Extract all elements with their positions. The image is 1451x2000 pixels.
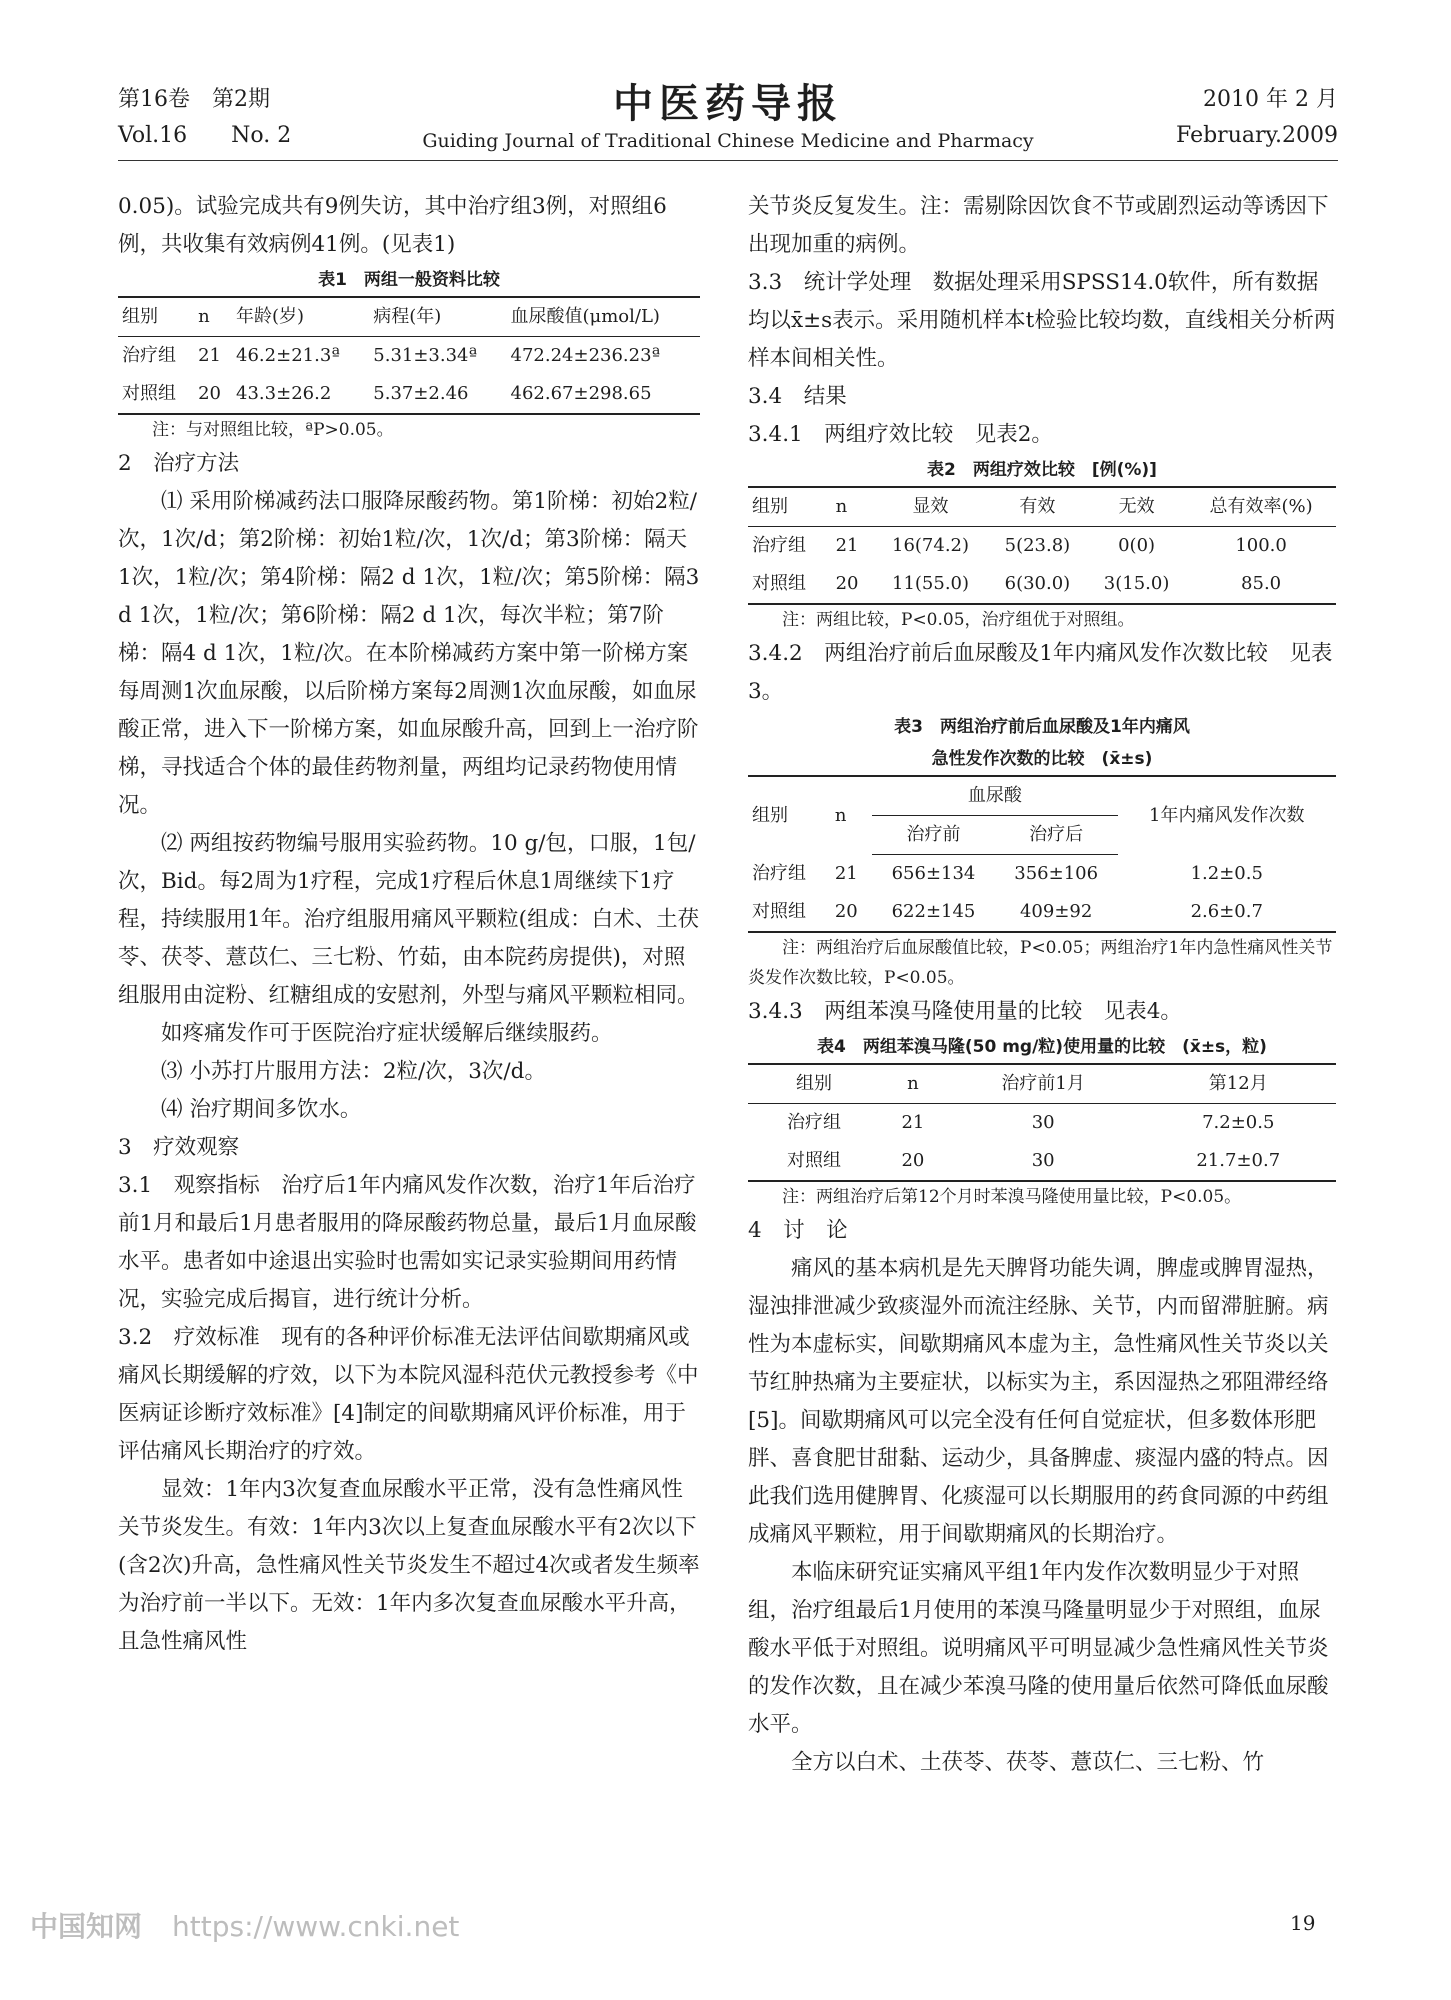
table-row [748, 527, 1336, 566]
page-number: 19 [1290, 1911, 1316, 1935]
right-column [748, 188, 1336, 1782]
table-cell: 43.3±26.2 [232, 375, 369, 414]
date-cn: 2010 年 2 月 [1203, 87, 1338, 112]
table-cell: 1.2±0.5 [1190, 862, 1263, 884]
table-cell: 5.37±2.46 [369, 375, 506, 414]
paragraph: 0.05)。试验完成共有9例失访，其中治疗组3例，对照组6例，共收集有效病例41例。(见表1) [118, 194, 667, 257]
table-cell: 20 [194, 375, 232, 414]
table2-header: 组别 [748, 487, 832, 527]
table-cell: 7.2±0.5 [1202, 1112, 1275, 1133]
table-cell: 356±106 [1014, 863, 1099, 884]
table-row [748, 893, 1336, 932]
section-heading: 3.4 结果 [748, 384, 847, 409]
table4-header: 治疗前1月 [946, 1064, 1141, 1104]
table-cell: 21.7±0.7 [1141, 1142, 1336, 1181]
page-footer [0, 1905, 1451, 1965]
table-cell: 0(0) [1118, 535, 1156, 556]
table-cell: 2.6±0.7 [1118, 893, 1337, 932]
table-cell: 21 [198, 345, 221, 366]
date-en: February.2009 [1176, 123, 1338, 148]
table-cell: 21 [835, 535, 859, 556]
table3-header: 血尿酸 [872, 776, 1117, 816]
table-cell: 5(23.8) [1004, 535, 1071, 556]
table-cell: 6(30.0) [988, 565, 1087, 604]
watermark [30, 1905, 459, 1945]
paragraph: ⑶ 小苏打片服用方法：2粒/次，3次/d。 [161, 1059, 546, 1084]
left-column [118, 188, 700, 1661]
volume-cn: 第16卷 第2期 [118, 87, 270, 112]
paragraph: 本临床研究证实痛风平组1年内发作次数明显少于对照组，治疗组最后1月使用的苯溴马隆量明显少于对照组，血尿酸水平低于对照组。说明痛风平可明显减少急性痛风性关节炎的发作次数，且在减少苯溴马隆的使用量后依然可降低血尿酸水平。 [748, 1560, 1329, 1737]
table4-header: 组别 [748, 1064, 880, 1104]
table-row [748, 565, 1336, 604]
paragraph: 关节炎反复发生。注：需剔除因饮食不节或剧烈运动等诱因下出现加重的病例。 [748, 194, 1329, 257]
paragraph: ⑴ 采用阶梯减药法口服降尿酸药物。第1阶梯：初始2粒/次，1次/d；第2阶梯：初始1粒/次，1次/d；第3阶梯：隔天1次，1粒/次；第4阶梯：隔2 d 1次，1粒/次；第5阶梯：隔3 d 1次，1粒/次；第6阶梯：隔2 d 1次，每次半粒；第7阶梯：隔4 d 1次，1粒/次。在本阶梯减药方案中第一阶梯方案每周测1次血尿酸，以后阶梯方案每2周测1次血尿酸，如血尿酸正常，进入下一阶梯方案，如血尿酸升高，回到上一治疗阶梯，寻找适合个体的最佳药物剂量，两组均记录药物使用情况。 [118, 489, 700, 818]
paragraph: 显效：1年内3次复查血尿酸水平正常，没有急性痛风性关节炎发生。有效：1年内3次以上复查血尿酸水平有2次以下(含2次)升高，急性痛风性关节炎发生不超过4次或者发生频率为治疗前一半以下。无效：1年内多次复查血尿酸水平升高，且急性痛风性 [118, 1477, 700, 1654]
volume-en: Vol.16 No. 2 [118, 123, 292, 148]
paragraph: ⑵ 两组按药物编号服用实验药物。10 g/包，口服，1包/次，Bid。每2周为1疗程，完成1疗程后休息1周继续下1疗程，持续服用1年。治疗组服用痛风平颗粒(组成：白术、土茯苓、茯苓、薏苡仁、三七粉、竹茹，由本院药房提供)，对照组服用由淀粉、红糖组成的安慰剂，外型与痛风平颗粒相同。 [118, 831, 700, 1008]
subsection-heading: 3.4.2 两组治疗前后血尿酸及1年内痛风发作次数比较 见表3。 [748, 641, 1333, 704]
section-heading: 3 疗效观察 [118, 1135, 240, 1160]
header-rule [118, 160, 1338, 161]
journal-title-cn: 中医药导报 [613, 80, 843, 127]
paragraph: 全方以白术、土茯苓、茯苓、薏苡仁、三七粉、竹 [791, 1750, 1265, 1775]
table3-note: 注：两组治疗后血尿酸值比较，P<0.05；两组治疗1年内急性痛风性关节炎发作次数比较，P<0.05。 [748, 938, 1333, 988]
paragraph: 如疼痛发作可于医院治疗症状缓解后继续服药。 [161, 1021, 613, 1046]
table-row [118, 337, 700, 376]
table-cell: 21 [901, 1112, 925, 1133]
section-heading: 4 讨 论 [748, 1218, 848, 1243]
table-cell: 3(15.0) [1087, 565, 1186, 604]
table-cell: 46.2±21.3ª [236, 345, 340, 366]
journal-title-en: Guiding Journal of Traditional Chinese Medicine and Pharmacy [422, 130, 1034, 152]
table-cell: 622±145 [872, 893, 995, 932]
table-cell: 20 [831, 893, 872, 932]
section-heading: 2 治疗方法 [118, 451, 240, 476]
table-row [748, 1104, 1336, 1143]
table3-header: 1年内痛风发作次数 [1118, 776, 1337, 855]
table2-header: 总有效率(%) [1186, 487, 1336, 527]
table-cell: 20 [880, 1142, 946, 1181]
table-cell: 对照组 [118, 375, 194, 414]
table3-header: 治疗前 [872, 816, 995, 855]
table1-header: 年龄(岁) [232, 297, 369, 337]
table2-header: 有效 [988, 487, 1087, 527]
subsection-heading: 3.4.3 两组苯溴马隆使用量的比较 见表4。 [748, 999, 1182, 1024]
table4-header: 第12月 [1141, 1064, 1336, 1104]
table-cell: 20 [832, 565, 874, 604]
table2 [748, 486, 1336, 605]
table-row [748, 855, 1336, 894]
table-cell: 462.67±298.65 [507, 375, 701, 414]
page-header [118, 82, 1338, 162]
table-cell: 对照组 [748, 893, 831, 932]
table-cell: 85.0 [1186, 565, 1336, 604]
table3-caption: 表3 两组治疗前后血尿酸及1年内痛风 [894, 717, 1190, 737]
table-cell: 21 [834, 862, 858, 884]
table2-header: 显效 [873, 487, 988, 527]
paragraph: 痛风的基本病机是先天脾肾功能失调，脾虚或脾胃湿热，湿浊排泄减少致痰湿外而流注经脉、关节，内而留滞脏腑。病性为本虚标实，间歇期痛风本虚为主，急性痛风性关节炎以关节红肿热痛为主要症状，以标实为主，系因湿热之邪阻滞经络[5]。间歇期痛风可以完全没有任何自觉症状，但多数体形肥胖、喜食肥甘甜黏、运动少，具备脾虚、痰湿内盛的特点。因此我们选用健脾胃、化痰湿可以长期服用的药食同源的中药组成痛风平颗粒，用于间歇期痛风的长期治疗。 [748, 1256, 1329, 1547]
table1-header: 血尿酸值(μmol/L) [507, 297, 701, 337]
table-cell: 治疗组 [122, 345, 176, 366]
table2-note: 注：两组比较，P<0.05，治疗组优于对照组。 [782, 610, 1135, 630]
table-cell: 656±134 [891, 863, 976, 884]
table2-caption: 表2 两组疗效比较 [例(%)] [927, 460, 1157, 480]
table1-header: 病程(年) [369, 297, 506, 337]
table-cell: 对照组 [748, 1142, 880, 1181]
table4-caption: 表4 两组苯溴马隆(50 mg/粒)使用量的比较 (x̄±s，粒) [817, 1037, 1267, 1057]
table-cell: 对照组 [748, 565, 832, 604]
table3-caption: 急性发作次数的比较 (x̄±s) [931, 749, 1153, 769]
table4 [748, 1063, 1336, 1182]
table1-header: 组别 [118, 297, 194, 337]
watermark-logo-text: 中国知网 [30, 1910, 143, 1943]
table-cell: 30 [1031, 1112, 1055, 1133]
table1-note: 注：与对照组比较，ªP>0.05。 [152, 420, 394, 440]
table3-header: 治疗后 [995, 816, 1118, 855]
journal-title-block [118, 82, 1338, 156]
table1 [118, 296, 700, 415]
subsection-heading: 3.4.1 两组疗效比较 见表2。 [748, 422, 1053, 447]
table2-header: n [832, 487, 874, 527]
date-info [1176, 82, 1338, 154]
table-cell: 11(55.0) [873, 565, 988, 604]
table-cell: 治疗组 [787, 1112, 841, 1133]
table4-note: 注：两组治疗后第12个月时苯溴马隆使用量比较，P<0.05。 [782, 1187, 1242, 1207]
table3-header: n [831, 776, 872, 855]
watermark-url: https://www.cnki.net [172, 1910, 460, 1943]
table-cell: 治疗组 [752, 862, 806, 884]
table-cell: 30 [946, 1142, 1141, 1181]
paragraph: 3.2 疗效标准 现有的各种评价标准无法评估间歇期痛风或痛风长期缓解的疗效，以下为本院风湿科范伏元教授参考《中医病证诊断疗效标准》[4]制定的间歇期痛风评价标准，用于评估痛风长期治疗的疗效。 [118, 1325, 699, 1464]
table-cell: 16(74.2) [892, 535, 970, 556]
table4-header: n [880, 1064, 946, 1104]
paragraph: ⑷ 治疗期间多饮水。 [161, 1097, 362, 1122]
table-cell: 治疗组 [752, 535, 806, 556]
table3-header: 组别 [748, 776, 831, 855]
table-cell: 409±92 [995, 893, 1118, 932]
table3 [748, 775, 1336, 933]
paragraph: 3.1 观察指标 治疗后1年内痛风发作次数，治疗1年后治疗前1月和最后1月患者服用的降尿酸药物总量，最后1月血尿酸水平。患者如中途退出实验时也需如实记录实验期间用药情况，实验完成后揭盲，进行统计分析。 [118, 1173, 697, 1312]
table-cell: 5.31±3.34ª [373, 345, 478, 366]
table-cell: 472.24±236.23ª [510, 345, 661, 366]
table-cell: 100.0 [1235, 535, 1287, 556]
table1-header: n [194, 297, 232, 337]
table1-caption: 表1 两组一般资料比较 [318, 270, 500, 290]
table2-header: 无效 [1087, 487, 1186, 527]
paragraph: 3.3 统计学处理 数据处理采用SPSS14.0软件，所有数据均以x̄±s表示。采用随机样本t检验比较均数，直线相关分析两样本间相关性。 [748, 270, 1336, 371]
table-row [748, 1142, 1336, 1181]
table-row [118, 375, 700, 414]
